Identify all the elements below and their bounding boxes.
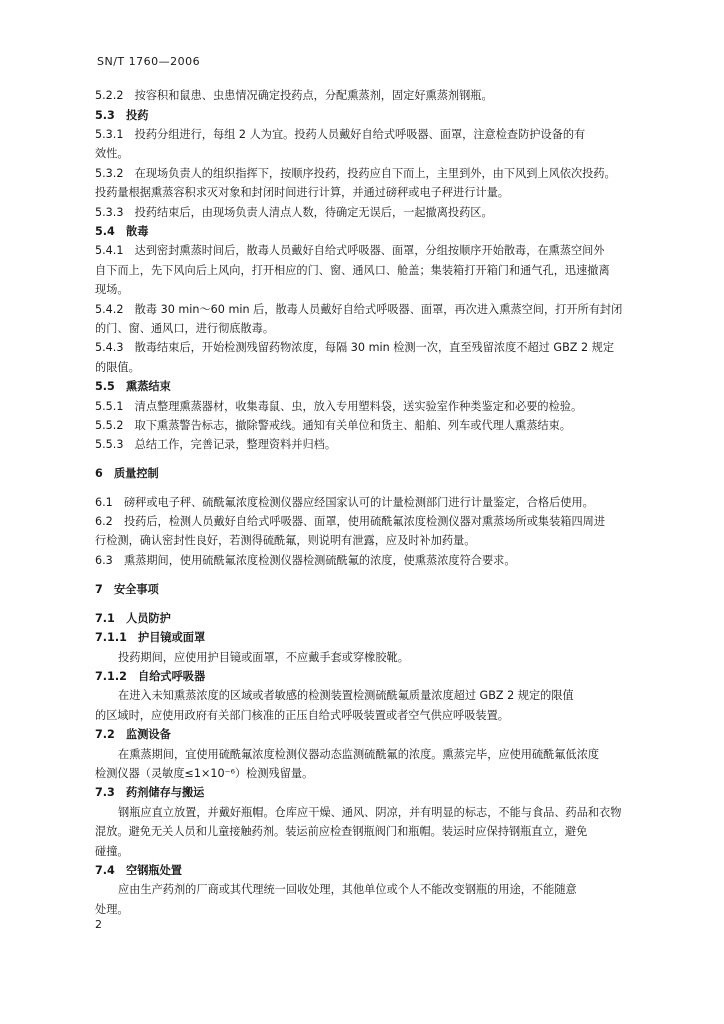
- text-line: 6.3 熏蒸期间，使用硫酰氟浓度检测仪器检测硫酰氟的浓度，使熏蒸浓度符合要求。: [95, 554, 516, 567]
- text-line: 投药期间，应使用护目镜或面罩，不应戴手套或穿橡胶靴。: [118, 651, 409, 664]
- text-line: 5.4.3 散毒结束后，开始检测残留药物浓度，每隔 30 min 检测一次，直至残留浓度不超过 GBZ 2 规定: [95, 341, 615, 354]
- section-heading: 5.3 投药: [95, 109, 149, 122]
- section-heading: 5.5 熏蒸结束: [95, 380, 171, 393]
- text-line: 5.3.1 投药分组进行，每组 2 人为宜。投药人员戴好自给式呼吸器、面罩，注意检查防护设备的有: [95, 128, 586, 141]
- text-line: 检测仪器（灵敏度≤1×10⁻⁶）检测残留量。: [95, 767, 314, 780]
- text-line: 混放。避免无关人员和儿童接触药剂。装运前应检查钢瓶阀门和瓶帽。装运时应保持钢瓶直立，避免: [95, 825, 588, 838]
- text-line: 5.2.2 按容积和鼠患、虫患情况确定投药点，分配熏蒸剂，固定好熏蒸剂钢瓶。: [95, 89, 493, 102]
- text-line: 应由生产药剂的厂商或其代理统一回收处理，其他单位或个人不能改变钢瓶的用途，不能随意: [118, 883, 577, 896]
- text-line: 自下而上，先下风向后上风向，打开相应的门、窗、通风口、舱盖；集装箱打开箱门和通气孔，迅速撤离: [95, 264, 610, 277]
- text-line: 5.5.3 总结工作，完善记录，整理资料并归档。: [95, 438, 337, 451]
- text-line: 5.4.1 达到密封熏蒸时间后，散毒人员戴好自给式呼吸器、面罩，分组按顺序开始散毒，在熏蒸空间外: [95, 244, 605, 257]
- text-line: 效性。: [95, 147, 129, 160]
- text-line: 5.3.3 投药结束后，由现场负责人清点人数，待确定无误后，一起撤离投药区。: [95, 206, 493, 219]
- text-line: 现场。: [95, 283, 129, 296]
- text-line: 5.4.2 散毒 30 min～60 min 后，散毒人员戴好自给式呼吸器、面罩，再次进入熏蒸空间，打开所有封闭: [95, 303, 623, 316]
- text-line: 6.1 磅秤或电子秤、硫酰氟浓度检测仪器应经国家认可的计量检测部门进行计量鉴定，合格后使用。: [95, 496, 594, 509]
- text-line: 5.3.2 在现场负责人的组织指挥下，按顺序投药，投药应自下而上，主里到外，由下风到上风依次投药。: [95, 167, 616, 180]
- text-line: 5.5.2 取下熏蒸警告标志，撤除警戒线。通知有关单位和货主、船舶、列车或代理人熏蒸结束。: [95, 419, 571, 432]
- standard-code-header: SN/T 1760—2006: [97, 55, 201, 68]
- text-line: 5.5.1 清点整理熏蒸器材，收集毒鼠、虫，放入专用塑料袋，送实验室作种类鉴定和必要的检验。: [95, 400, 583, 413]
- text-line: 的限值。: [95, 361, 140, 374]
- chapter-heading: 6 质量控制: [95, 467, 159, 480]
- text-line: 投药量根据熏蒸容积求灭对象和封闭时间进行计算，并通过磅秤或电子秤进行计量。: [95, 186, 509, 199]
- text-line: 6.2 投药后，检测人员戴好自给式呼吸器、面罩，使用硫酰氟浓度检测仪器对熏蒸场所或集装箱四周进: [95, 515, 606, 528]
- text-line: 钢瓶应直立放置，并戴好瓶帽。仓库应干燥、通风、阴凉，并有明显的标志，不能与食品、药品和衣物: [118, 806, 622, 819]
- section-heading: 7.4 空钢瓶处置: [95, 864, 182, 877]
- text-line: 的门、窗、通风口，进行彻底散毒。: [95, 322, 275, 335]
- section-heading: 7.1.1 护目镜或面罩: [95, 631, 206, 644]
- page-number: 2: [95, 918, 102, 931]
- text-line: 碰撞。: [95, 845, 129, 858]
- section-heading: 7.2 监测设备: [95, 728, 171, 741]
- text-line: 在熏蒸期间，宜使用硫酰氟浓度检测仪器动态监测硫酰氟的浓度。熏蒸完毕，应使用硫酰氟低浓度: [118, 748, 600, 761]
- text-line: 处理。: [95, 903, 129, 916]
- section-heading: 5.4 散毒: [95, 225, 149, 238]
- section-heading: 7.3 药剂储存与搬运: [95, 786, 205, 799]
- section-heading: 7.1 人员防护: [95, 612, 171, 625]
- section-heading: 7.1.2 自给式呼吸器: [95, 670, 206, 683]
- text-line: 的区域时，应使用政府有关部门核准的正压自给式呼吸装置或者空气供应呼吸装置。: [95, 709, 509, 722]
- text-line: 在进入未知熏蒸浓度的区域或者敏感的检测装置检测硫酰氟质量浓度超过 GBZ 2 规定的限值: [118, 689, 574, 702]
- chapter-heading: 7 安全事项: [95, 583, 159, 596]
- text-line: 行检测，确认密封性良好，若测得硫酰氟，则说明有泄露，应及时补加药量。: [95, 534, 476, 547]
